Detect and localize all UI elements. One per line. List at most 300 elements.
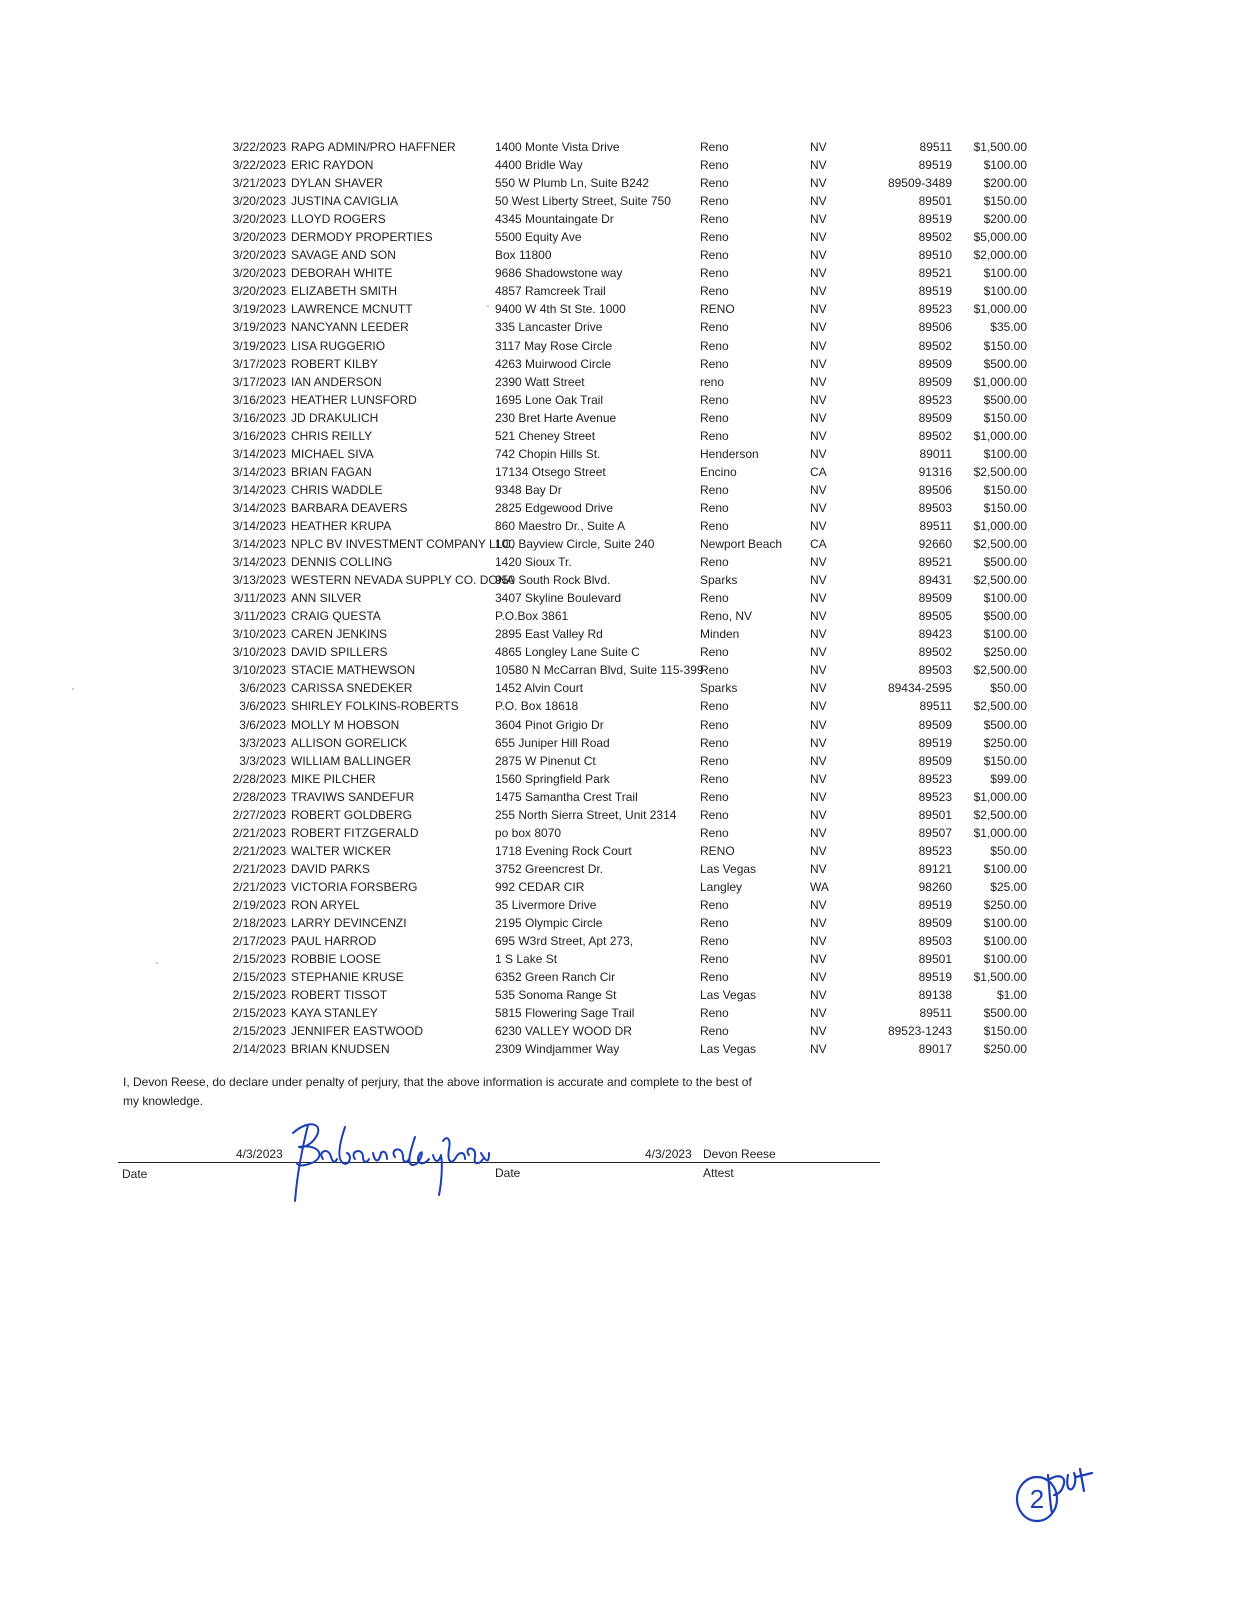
table-row bbox=[0, 697, 1236, 715]
row-date: 3/6/2023 bbox=[239, 681, 286, 696]
row-address: 1400 Monte Vista Drive bbox=[495, 140, 620, 154]
row-address: 1560 Springfield Park bbox=[495, 771, 610, 786]
table-row bbox=[0, 734, 1236, 752]
row-amount: $500.00 bbox=[983, 392, 1027, 407]
scan-speck bbox=[487, 305, 489, 307]
row-name: ROBERT KILBY bbox=[291, 356, 378, 371]
row-address: 9348 Bay Dr bbox=[495, 482, 562, 497]
table-row bbox=[0, 986, 1236, 1004]
row-amount: $2,500.00 bbox=[973, 699, 1027, 714]
row-date: 3/11/2023 bbox=[233, 591, 286, 606]
row-address: 35 Livermore Drive bbox=[495, 897, 597, 912]
row-amount: $150.00 bbox=[983, 338, 1027, 353]
row-zip: 89519 bbox=[918, 970, 952, 985]
table-row bbox=[0, 716, 1236, 734]
row-zip: 89519 bbox=[918, 735, 952, 750]
table-row bbox=[0, 752, 1236, 770]
row-zip: 89434-2595 bbox=[887, 681, 952, 696]
row-name: DENNIS COLLING bbox=[291, 555, 393, 570]
row-city: Reno bbox=[700, 428, 729, 443]
declaration-text: I, Devon Reese, do declare under penalty of perjury, that the above information is accurate and complete to the best of my knowledge. bbox=[123, 1075, 752, 1108]
row-address: 521 Cheney Street bbox=[495, 428, 596, 443]
table-row bbox=[0, 896, 1236, 914]
row-state: NV bbox=[810, 645, 827, 660]
row-name: CHRIS WADDLE bbox=[291, 482, 383, 497]
row-amount: $500.00 bbox=[983, 717, 1027, 732]
row-state: NV bbox=[810, 1042, 827, 1057]
row-address: 1420 Sioux Tr. bbox=[495, 555, 572, 570]
row-zip: 92660 bbox=[918, 537, 952, 552]
row-amount: $50.00 bbox=[990, 843, 1027, 858]
row-city: Reno bbox=[700, 140, 729, 154]
table-row bbox=[0, 318, 1236, 336]
row-city: Reno bbox=[700, 717, 729, 732]
row-zip: 89011 bbox=[919, 446, 952, 461]
row-date: 3/10/2023 bbox=[232, 627, 286, 642]
row-zip: 89501 bbox=[918, 194, 952, 209]
row-state: NV bbox=[810, 699, 827, 714]
row-zip: 89509-3489 bbox=[887, 176, 952, 191]
row-state: NV bbox=[810, 518, 827, 533]
row-city: Minden bbox=[700, 627, 740, 642]
row-state: NV bbox=[810, 410, 827, 425]
row-name: IAN ANDERSON bbox=[291, 374, 382, 389]
row-amount: $250.00 bbox=[983, 735, 1027, 750]
table-row bbox=[0, 481, 1236, 499]
row-address: po box 8070 bbox=[495, 825, 562, 840]
row-amount: $35.00 bbox=[990, 320, 1027, 335]
table-row bbox=[0, 806, 1236, 824]
row-state: NV bbox=[810, 789, 827, 804]
row-zip: 89503 bbox=[918, 500, 952, 515]
right-date-value: 4/3/2023 bbox=[645, 1147, 692, 1161]
row-zip: 89138 bbox=[918, 988, 952, 1003]
left-date-value: 4/3/2023 bbox=[236, 1147, 283, 1161]
row-date: 3/3/2023 bbox=[239, 753, 286, 768]
row-city: Newport Beach bbox=[700, 537, 783, 552]
row-name: NANCYANN LEEDER bbox=[291, 320, 409, 335]
row-address: 1718 Evening Rock Court bbox=[495, 843, 632, 858]
row-amount: $500.00 bbox=[983, 609, 1027, 624]
row-address: 4345 Mountaingate Dr bbox=[495, 212, 614, 227]
table-row bbox=[0, 788, 1236, 806]
attester-name: Devon Reese bbox=[703, 1147, 776, 1161]
row-city: Reno bbox=[700, 266, 729, 281]
row-state: NV bbox=[810, 627, 827, 642]
row-name: DERMODY PROPERTIES bbox=[291, 230, 433, 245]
table-row bbox=[0, 391, 1236, 409]
row-zip: 89506 bbox=[918, 482, 952, 497]
row-zip: 89523 bbox=[918, 771, 952, 786]
row-address: 9400 W 4th St Ste. 1000 bbox=[495, 302, 626, 317]
row-name: WILLIAM BALLINGER bbox=[291, 753, 412, 768]
row-amount: $1,000.00 bbox=[973, 374, 1027, 389]
table-row bbox=[0, 517, 1236, 535]
row-amount: $100.00 bbox=[983, 627, 1027, 642]
row-state: NV bbox=[810, 843, 827, 858]
table-row bbox=[0, 914, 1236, 932]
row-address: 2825 Edgewood Drive bbox=[495, 500, 614, 515]
table-row bbox=[0, 661, 1236, 679]
row-state: NV bbox=[810, 609, 827, 624]
row-address: 100 Bayview Circle, Suite 240 bbox=[495, 537, 655, 552]
row-name: ANN SILVER bbox=[291, 591, 362, 606]
row-address: 535 Sonoma Range St bbox=[495, 988, 617, 1003]
row-amount: $100.00 bbox=[983, 284, 1027, 299]
row-name: HEATHER KRUPA bbox=[291, 518, 392, 533]
row-state: NV bbox=[810, 500, 827, 515]
row-amount: $25.00 bbox=[990, 879, 1027, 894]
row-address: 2875 W Pinenut Ct bbox=[495, 753, 596, 768]
row-amount: $150.00 bbox=[983, 500, 1027, 515]
table-row bbox=[0, 337, 1236, 355]
row-date: 3/6/2023 bbox=[239, 699, 286, 714]
row-date: 3/14/2023 bbox=[232, 446, 286, 461]
row-amount: $150.00 bbox=[983, 1024, 1027, 1039]
row-zip: 89501 bbox=[918, 952, 952, 967]
row-address: 5815 Flowering Sage Trail bbox=[495, 1006, 635, 1021]
row-address: 1452 Alvin Court bbox=[495, 681, 584, 696]
table-row bbox=[0, 445, 1236, 463]
row-date: 2/15/2023 bbox=[232, 1024, 286, 1039]
row-zip: 89503 bbox=[918, 663, 952, 678]
row-address: 3407 Skyline Boulevard bbox=[495, 591, 622, 606]
row-state: NV bbox=[810, 771, 827, 786]
row-amount: $2,000.00 bbox=[973, 248, 1027, 263]
row-city: Reno bbox=[700, 735, 729, 750]
row-city: Reno bbox=[700, 1006, 729, 1021]
row-name: STACIE MATHEWSON bbox=[291, 663, 416, 678]
row-city: Reno bbox=[700, 500, 729, 515]
row-date: 3/19/2023 bbox=[232, 302, 286, 317]
table-row bbox=[0, 535, 1236, 553]
row-name: HEATHER LUNSFORD bbox=[291, 392, 417, 407]
row-address: 2390 Watt Street bbox=[495, 374, 585, 389]
row-amount: $2,500.00 bbox=[973, 537, 1027, 552]
row-amount: $100.00 bbox=[983, 934, 1027, 949]
row-zip: 89502 bbox=[918, 338, 952, 353]
row-amount: $2,500.00 bbox=[973, 663, 1027, 678]
row-amount: $1,000.00 bbox=[973, 518, 1027, 533]
row-zip: 89017 bbox=[918, 1042, 952, 1057]
row-city: Reno bbox=[700, 230, 729, 245]
row-date: 2/28/2023 bbox=[232, 789, 286, 804]
row-date: 3/20/2023 bbox=[232, 194, 286, 209]
row-amount: $5,000.00 bbox=[973, 230, 1027, 245]
table-row bbox=[0, 860, 1236, 878]
row-address: 335 Lancaster Drive bbox=[495, 320, 603, 335]
row-name: JUSTINA CAVIGLIA bbox=[291, 194, 399, 209]
row-date: 3/20/2023 bbox=[232, 266, 286, 281]
table-row bbox=[0, 932, 1236, 950]
row-amount: $250.00 bbox=[983, 897, 1027, 912]
row-name: BARBARA DEAVERS bbox=[291, 500, 408, 515]
row-name: RAPG ADMIN/PRO HAFFNER bbox=[291, 140, 456, 154]
row-zip: 89523 bbox=[918, 843, 952, 858]
row-amount: $100.00 bbox=[983, 861, 1027, 876]
row-zip: 89523-1243 bbox=[887, 1024, 952, 1039]
row-state: CA bbox=[810, 464, 827, 479]
row-amount: $50.00 bbox=[990, 681, 1027, 696]
row-city: Sparks bbox=[700, 573, 738, 588]
row-name: ELIZABETH SMITH bbox=[291, 284, 398, 299]
row-city: Reno bbox=[700, 807, 729, 822]
row-state: CA bbox=[810, 537, 827, 552]
row-city: Reno bbox=[700, 392, 729, 407]
row-zip: 89519 bbox=[918, 158, 952, 173]
row-state: NV bbox=[810, 158, 827, 173]
row-zip: 89506 bbox=[918, 320, 952, 335]
table-row bbox=[0, 625, 1236, 643]
row-state: NV bbox=[810, 555, 827, 570]
row-state: NV bbox=[810, 1006, 827, 1021]
row-zip: 89511 bbox=[919, 140, 952, 154]
row-zip: 89503 bbox=[918, 934, 952, 949]
row-date: 2/15/2023 bbox=[232, 970, 286, 985]
row-address: 5500 Equity Ave bbox=[495, 230, 582, 245]
row-state: NV bbox=[810, 753, 827, 768]
row-city: RENO bbox=[700, 843, 735, 858]
row-state: NV bbox=[810, 338, 827, 353]
table-row bbox=[0, 842, 1236, 860]
table-row bbox=[0, 770, 1236, 788]
row-date: 3/10/2023 bbox=[232, 645, 286, 660]
row-state: NV bbox=[810, 176, 827, 191]
row-date: 3/20/2023 bbox=[232, 230, 286, 245]
row-date: 3/17/2023 bbox=[232, 356, 286, 371]
row-city: Encino bbox=[700, 464, 737, 479]
row-date: 3/19/2023 bbox=[232, 338, 286, 353]
row-amount: $150.00 bbox=[983, 753, 1027, 768]
row-name: CRAIG QUESTA bbox=[291, 609, 381, 624]
row-zip: 89505 bbox=[918, 609, 952, 624]
row-zip: 89511 bbox=[919, 1006, 952, 1021]
row-name: ROBERT TISSOT bbox=[291, 988, 388, 1003]
row-state: NV bbox=[810, 807, 827, 822]
right-signature-line bbox=[495, 1162, 880, 1163]
row-date: 2/21/2023 bbox=[232, 825, 286, 840]
row-name: LLOYD ROGERS bbox=[291, 212, 386, 227]
row-amount: $200.00 bbox=[983, 212, 1027, 227]
row-name: SHIRLEY FOLKINS-ROBERTS bbox=[291, 699, 459, 714]
table-row bbox=[0, 174, 1236, 192]
row-city: Reno bbox=[700, 825, 729, 840]
row-zip: 98260 bbox=[918, 879, 952, 894]
row-date: 3/14/2023 bbox=[232, 555, 286, 570]
row-city: Reno, NV bbox=[700, 609, 753, 624]
row-name: SAVAGE AND SON bbox=[291, 248, 396, 263]
page-mark-stamp bbox=[1010, 1455, 1100, 1530]
row-date: 3/22/2023 bbox=[232, 140, 286, 154]
row-zip: 89521 bbox=[918, 266, 952, 281]
row-date: 3/14/2023 bbox=[232, 464, 286, 479]
row-name: MIKE PILCHER bbox=[291, 771, 376, 786]
row-amount: $150.00 bbox=[983, 410, 1027, 425]
row-address: 1 S Lake St bbox=[495, 952, 558, 967]
row-city: Reno bbox=[700, 194, 729, 209]
row-city: Sparks bbox=[700, 681, 738, 696]
row-amount: $1,500.00 bbox=[973, 970, 1027, 985]
row-zip: 89509 bbox=[918, 374, 952, 389]
row-city: Reno bbox=[700, 410, 729, 425]
row-date: 3/16/2023 bbox=[232, 410, 286, 425]
row-name: DEBORAH WHITE bbox=[291, 266, 393, 281]
row-address: P.O. Box 18618 bbox=[495, 699, 579, 714]
row-date: 3/20/2023 bbox=[232, 212, 286, 227]
row-zip: 89509 bbox=[918, 356, 952, 371]
row-state: NV bbox=[810, 970, 827, 985]
table-row bbox=[0, 499, 1236, 517]
row-address: 4857 Ramcreek Trail bbox=[495, 284, 606, 299]
row-amount: $1,000.00 bbox=[973, 825, 1027, 840]
row-date: 2/21/2023 bbox=[232, 879, 286, 894]
row-state: NV bbox=[810, 284, 827, 299]
row-date: 2/21/2023 bbox=[232, 843, 286, 858]
page-mark-number: 2 bbox=[1029, 1484, 1045, 1514]
row-city: Langley bbox=[700, 879, 743, 894]
row-state: NV bbox=[810, 591, 827, 606]
row-name: DYLAN SHAVER bbox=[291, 176, 383, 191]
row-address: 2309 Windjammer Way bbox=[495, 1042, 620, 1057]
row-address: 10580 N McCarran Blvd, Suite 115-399 bbox=[495, 663, 704, 678]
row-city: Reno bbox=[700, 970, 729, 985]
row-city: Las Vegas bbox=[700, 988, 757, 1003]
row-amount: $1,500.00 bbox=[973, 140, 1027, 154]
row-state: NV bbox=[810, 663, 827, 678]
row-name: WESTERN NEVADA SUPPLY CO. DONA bbox=[291, 573, 515, 588]
row-address: 695 W3rd Street, Apt 273, bbox=[495, 934, 634, 949]
row-date: 3/20/2023 bbox=[232, 248, 286, 263]
row-state: NV bbox=[810, 482, 827, 497]
row-address: 950 South Rock Blvd. bbox=[495, 573, 611, 588]
row-name: DAVID PARKS bbox=[291, 861, 370, 876]
row-amount: $100.00 bbox=[983, 266, 1027, 281]
row-date: 3/14/2023 bbox=[232, 500, 286, 515]
table-row bbox=[0, 950, 1236, 968]
row-city: Reno bbox=[700, 952, 729, 967]
row-name: STEPHANIE KRUSE bbox=[291, 970, 404, 985]
row-zip: 89121 bbox=[918, 861, 952, 876]
row-date: 3/10/2023 bbox=[232, 663, 286, 678]
table-row bbox=[0, 553, 1236, 571]
row-state: NV bbox=[810, 140, 827, 154]
row-name: BRIAN KNUDSEN bbox=[291, 1042, 390, 1057]
row-name: CARISSA SNEDEKER bbox=[291, 681, 413, 696]
table-row bbox=[0, 138, 1236, 156]
table-row bbox=[0, 824, 1236, 842]
row-address: 3752 Greencrest Dr. bbox=[495, 861, 604, 876]
row-state: NV bbox=[810, 988, 827, 1003]
row-name: CAREN JENKINS bbox=[291, 627, 388, 642]
row-address: 4865 Longley Lane Suite C bbox=[495, 645, 640, 660]
row-address: 17134 Otsego Street bbox=[495, 464, 606, 479]
row-name: TRAVIWS SANDEFUR bbox=[291, 789, 415, 804]
row-state: NV bbox=[810, 825, 827, 840]
row-zip: 89519 bbox=[918, 897, 952, 912]
row-city: Las Vegas bbox=[700, 861, 757, 876]
row-zip: 89523 bbox=[918, 302, 952, 317]
row-city: Reno bbox=[700, 789, 729, 804]
row-date: 3/11/2023 bbox=[233, 609, 286, 624]
row-address: 2195 Olympic Circle bbox=[495, 916, 603, 931]
row-date: 3/19/2023 bbox=[232, 320, 286, 335]
row-state: NV bbox=[810, 681, 827, 696]
table-row bbox=[0, 643, 1236, 661]
row-amount: $250.00 bbox=[983, 1042, 1027, 1057]
row-zip: 89501 bbox=[918, 807, 952, 822]
row-address: P.O.Box 3861 bbox=[495, 609, 569, 624]
row-date: 2/28/2023 bbox=[232, 771, 286, 786]
row-amount: $500.00 bbox=[983, 1006, 1027, 1021]
row-name: CHRIS REILLY bbox=[291, 428, 373, 443]
table-row bbox=[0, 192, 1236, 210]
row-amount: $500.00 bbox=[983, 356, 1027, 371]
left-date-label: Date bbox=[122, 1167, 148, 1181]
row-date: 2/15/2023 bbox=[232, 1006, 286, 1021]
row-zip: 89523 bbox=[918, 789, 952, 804]
row-state: NV bbox=[810, 212, 827, 227]
row-state: NV bbox=[810, 934, 827, 949]
row-state: NV bbox=[810, 573, 827, 588]
row-zip: 89509 bbox=[918, 410, 952, 425]
row-address: 9686 Shadowstone way bbox=[495, 266, 623, 281]
row-name: JD DRAKULICH bbox=[291, 410, 379, 425]
row-state: WA bbox=[810, 879, 829, 894]
row-city: Reno bbox=[700, 176, 729, 191]
row-name: LISA RUGGERIO bbox=[291, 338, 386, 353]
row-name: VICTORIA FORSBERG bbox=[291, 879, 418, 894]
row-date: 3/16/2023 bbox=[232, 392, 286, 407]
row-state: NV bbox=[810, 735, 827, 750]
row-name: WALTER WICKER bbox=[291, 843, 392, 858]
row-name: RON ARYEL bbox=[291, 897, 360, 912]
row-state: NV bbox=[810, 248, 827, 263]
row-amount: $150.00 bbox=[983, 482, 1027, 497]
table-row bbox=[0, 968, 1236, 986]
row-date: 3/14/2023 bbox=[232, 537, 286, 552]
row-state: NV bbox=[810, 356, 827, 371]
scan-speck bbox=[156, 962, 158, 964]
table-row bbox=[0, 679, 1236, 697]
row-amount: $200.00 bbox=[983, 176, 1027, 191]
row-zip: 89511 bbox=[919, 518, 952, 533]
row-city: Reno bbox=[700, 663, 729, 678]
scan-speck bbox=[72, 688, 74, 690]
row-address: 655 Juniper Hill Road bbox=[495, 735, 610, 750]
row-date: 3/16/2023 bbox=[232, 428, 286, 443]
row-date: 2/17/2023 bbox=[232, 934, 286, 949]
row-state: NV bbox=[810, 428, 827, 443]
row-date: 3/14/2023 bbox=[232, 482, 286, 497]
row-amount: $2,500.00 bbox=[973, 464, 1027, 479]
row-date: 3/3/2023 bbox=[239, 735, 286, 750]
row-date: 3/21/2023 bbox=[232, 176, 286, 191]
row-address: 742 Chopin Hills St. bbox=[495, 446, 601, 461]
row-name: ALLISON GORELICK bbox=[291, 735, 408, 750]
row-city: Reno bbox=[700, 518, 729, 533]
row-address: 992 CEDAR CIR bbox=[495, 879, 585, 894]
row-date: 2/18/2023 bbox=[232, 916, 286, 931]
row-city: Reno bbox=[700, 771, 729, 786]
row-date: 3/17/2023 bbox=[232, 374, 286, 389]
row-city: Reno bbox=[700, 212, 729, 227]
row-name: MOLLY M HOBSON bbox=[291, 717, 400, 732]
row-city: Reno bbox=[700, 320, 729, 335]
row-name: NPLC BV INVESTMENT COMPANY LLC, bbox=[291, 537, 515, 552]
row-state: NV bbox=[810, 266, 827, 281]
row-address: 6352 Green Ranch Cir bbox=[495, 970, 616, 985]
row-amount: $100.00 bbox=[983, 916, 1027, 931]
